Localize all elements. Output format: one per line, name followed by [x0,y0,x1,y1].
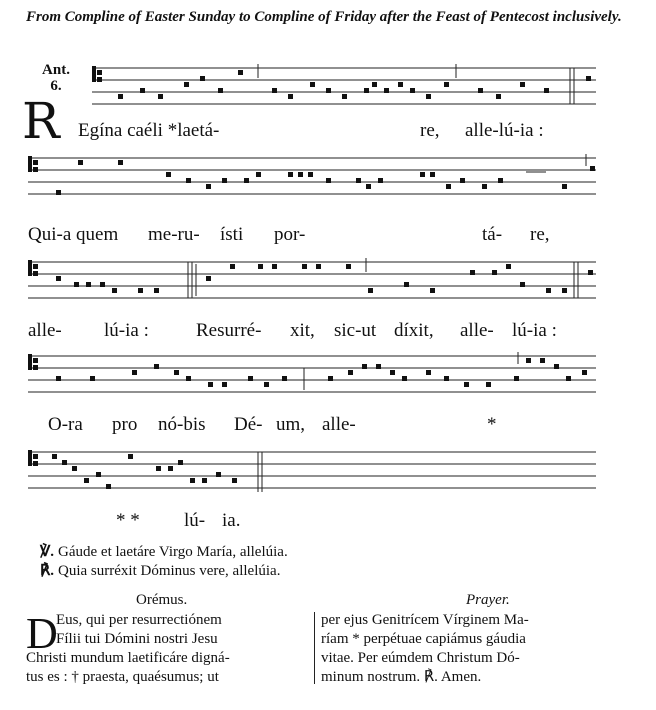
lyric-syllable: lú- [184,510,206,531]
prayer-left-column-lower [26,649,312,687]
column-divider [314,612,315,684]
response-text: Quia surréxit Dóminus vere, allelúia. [58,563,281,579]
lyric-syllable: ia. [222,510,241,531]
lyric-syllable: sic-ut [334,320,377,341]
lyric-syllable: díxit, [394,320,434,341]
rubric-heading: From Compline of Easter Sunday to Compline of Friday after the Feast of Pentecost inclusively. [26,9,622,25]
initial-letter: R [22,92,60,150]
versicle-text: Gáude et laetáre Virgo María, allelúia. [58,544,288,560]
lyric-syllable: O-ra [48,414,83,435]
lyric-syllable: re, [530,224,550,245]
lyric-syllable: alle-lú-ia : [465,120,544,141]
staff-line-4 [26,350,596,400]
lyric-syllable: Qui-a quem [28,224,119,245]
lyric-syllable: lú-ia : [104,320,149,341]
response [40,562,280,580]
prayer-line: minum nostrum. ℟. Amen. [321,669,482,685]
lyric-syllable: ísti [220,224,244,245]
prayer-line: vitae. Per eúmdem Christum Dó- [321,650,520,666]
lyric-syllable: Egína caéli [78,120,163,141]
lyric-syllable: nó-bis [158,414,206,435]
prayer-line: Eus, qui per resurrectiónem [56,612,222,628]
lyric-syllable: alle- [322,414,356,435]
lyric-syllable: um, [276,414,306,435]
lyric-syllable: lú-ia : [512,320,557,341]
prayer-line: ríam * perpétuae capiámus gáudia [321,631,526,647]
versicle-symbol: ℣. [40,544,55,560]
lyric-syllable: tá- [482,224,503,245]
staff-line-2 [26,152,596,200]
staff-line-1 [88,62,596,110]
antiphon-number: 6. [50,78,62,94]
lyric-syllable: alle- [28,320,62,341]
lyric-syllable: alle- [460,320,494,341]
prayer-left-column [56,611,312,649]
lyric-syllable: laetá- [177,120,220,141]
prayer-line: tus es : † praesta, quaésumus; ut [26,669,219,685]
lyric-syllable: por- [274,224,306,245]
prayer-heading: Prayer. [466,592,510,608]
response-symbol: ℟. [40,563,55,579]
prayer-line: Christi mundum laetificáre digná- [26,650,230,666]
lyric-syllable: me-ru- [148,224,200,245]
prayer-line: per ejus Genitrícem Vírginem Ma- [321,612,529,628]
asterisks: * * [116,510,140,531]
prayer-dropcap: D [26,609,58,658]
lyric-syllable: pro [112,414,138,435]
asterisk: * [487,414,497,435]
lyric-line-1 [78,120,219,142]
lyric-syllable: Dé- [234,414,263,435]
prayer-line: Fílii tui Dómini nostri Jesu [56,631,218,647]
asterisk: * [167,120,178,141]
prayer-right-column [321,611,601,687]
lyric-syllable: re, [420,120,440,141]
antiphon-label [36,62,76,94]
staff-line-3 [26,256,596,306]
oremus: Orémus. [136,592,188,608]
lyric-syllable: xit, [290,320,315,341]
staff-line-5 [26,446,596,498]
antiphon-abbrev: Ant. [42,62,70,78]
versicle [40,543,288,561]
lyric-syllable: Resurré- [196,320,262,341]
